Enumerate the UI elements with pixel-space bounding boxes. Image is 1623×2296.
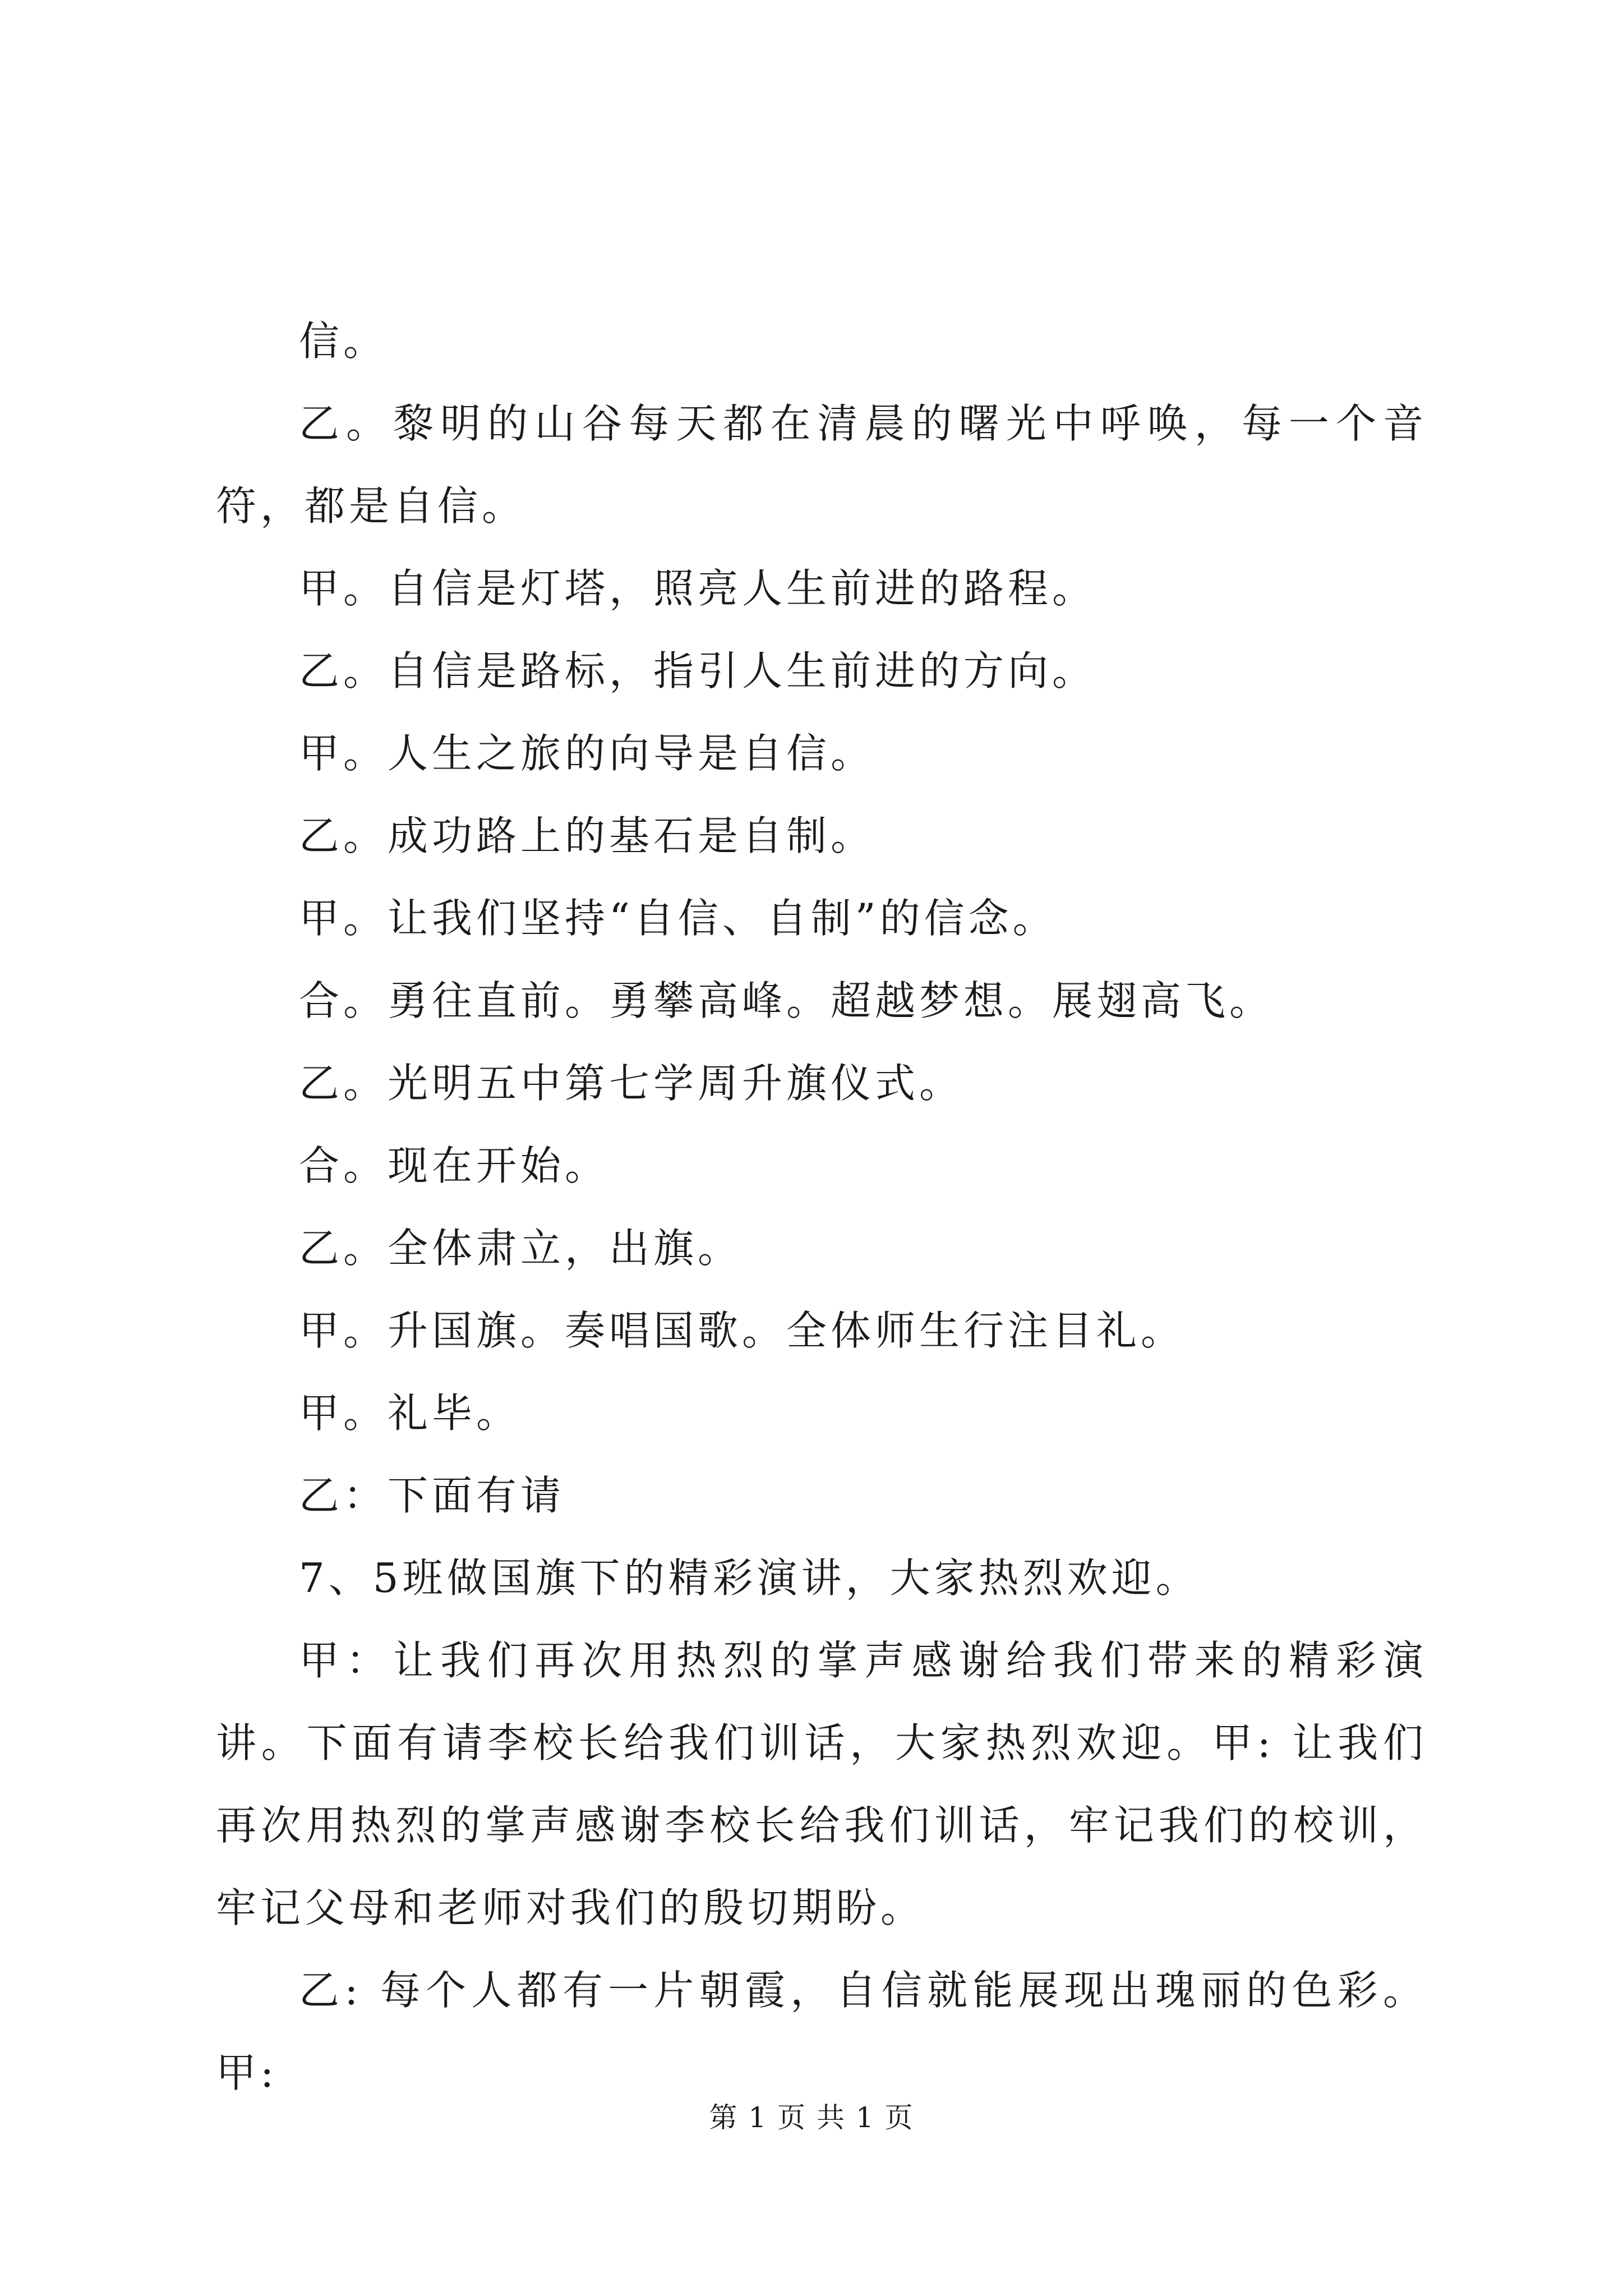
paragraph: 合。现在开始。 (299, 1142, 610, 1189)
paragraph: 乙。全体肃立，出旗。 (299, 1225, 743, 1272)
paragraph: 乙。成功路上的基石是自制。 (299, 812, 875, 859)
paragraph: 甲。升国旗。奏唱国歌。全体师生行注目礼。 (299, 1307, 1186, 1354)
paragraph: 甲。礼毕。 (299, 1389, 521, 1437)
paragraph: 甲。人生之旅的向导是自信。 (299, 730, 875, 777)
paragraph: 信。 (299, 318, 388, 365)
document-body (216, 300, 1427, 2114)
paragraph: 合。勇往直前。勇攀高峰。超越梦想。展翅高飞。 (299, 977, 1274, 1024)
paragraph: 乙: 每个人都有一片朝霞，自信就能展现出瑰丽的色彩。甲: (216, 1967, 1427, 2096)
paragraph: 甲：让我们再次用热烈的掌声感谢给我们带来的精彩演讲。下面有请李校长给我们训话，大家热烈欢迎。甲: 让我们再次用热烈的掌声感谢李校长给我们训话，牢记我们的校训，牢记父母和老师对我们的殷切期盼。 (216, 1637, 1427, 1931)
page-footer (0, 2095, 1623, 2140)
paragraph: 乙：下面有请 (299, 1472, 565, 1519)
paragraph: 甲。让我们坚持“自信、自制”的信念。 (299, 895, 1057, 942)
paragraph: 7、5班做国旗下的精彩演讲，大家热烈欢迎。 (299, 1554, 1200, 1602)
page-number-label: 第 1 页 共 1 页 (709, 2101, 914, 2134)
paragraph: 乙。黎明的山谷每天都在清晨的曙光中呼唤，每一个音符，都是自信。 (216, 400, 1427, 530)
paragraph: 甲。自信是灯塔，照亮人生前进的路程。 (299, 565, 1097, 612)
paragraph: 乙。自信是路标，指引人生前进的方向。 (299, 647, 1097, 694)
paragraph: 乙。光明五中第七学周升旗仪式。 (299, 1060, 964, 1107)
